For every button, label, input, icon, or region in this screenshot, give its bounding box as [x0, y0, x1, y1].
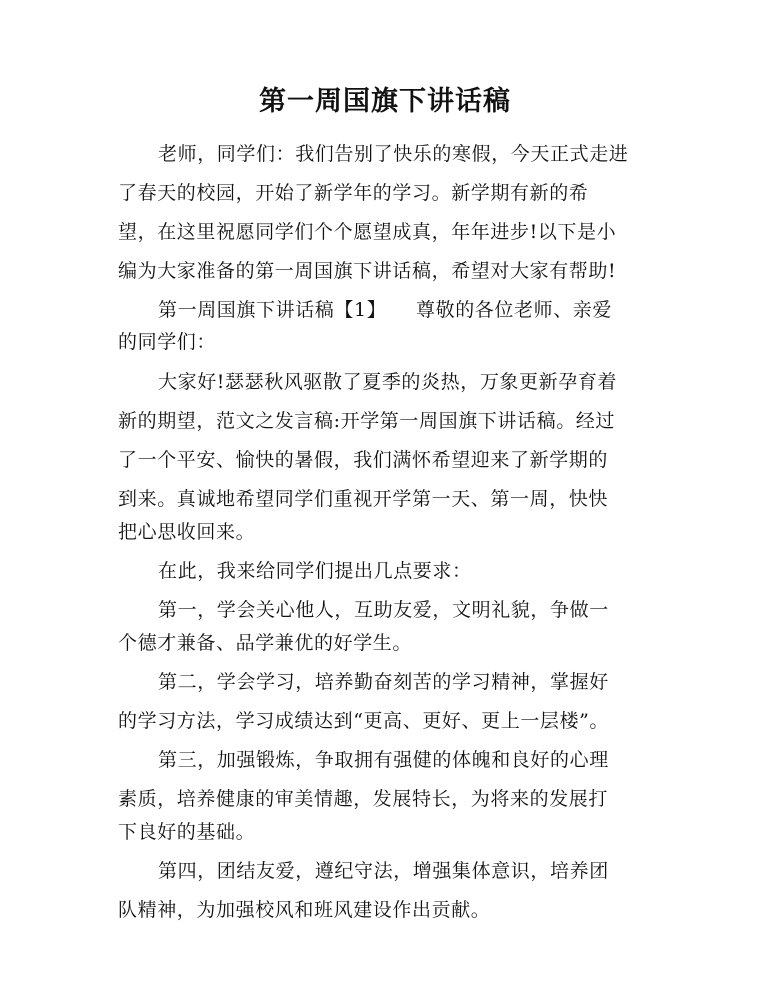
body-line: 了一个平安、愉快的暑假，我们满怀希望迎来了新学期的: [118, 449, 609, 471]
body-line: 把心思收回来。: [118, 521, 256, 543]
body-line: 老师，同学们：我们告别了快乐的寒假，今天正式走进: [158, 143, 629, 165]
body-line: 个德才兼备、品学兼优的好学生。: [118, 632, 413, 654]
body-line: 队精神，为加强校风和班风建设作出贡献。: [118, 899, 491, 921]
body-line: 第一周国旗下讲话稿【1】 尊敬的各位老师、亲爱: [158, 299, 612, 321]
body-line: 素质，培养健康的审美情趣，发展特长，为将来的发展打: [118, 788, 609, 810]
body-line: 编为大家准备的第一周国旗下讲话稿，希望对大家有帮助!: [118, 260, 617, 282]
body-line: 了春天的校园，开始了新学年的学习。新学期有新的希: [118, 182, 589, 204]
body-line: 的同学们：: [118, 331, 217, 353]
body-line: 望，在这里祝愿同学们个个愿望成真，年年进步!以下是小: [118, 221, 617, 243]
body-line: 第三，加强锻炼，争取拥有强健的体魄和良好的心理: [158, 749, 609, 771]
body-line: 第一，学会关心他人，互助友爱，文明礼貌，争做一: [158, 599, 609, 621]
body-line: 第四，团结友爱，遵纪守法，增强集体意识，培养团: [158, 860, 609, 882]
document-title: 第一周国旗下讲话稿: [259, 86, 511, 117]
body-line: 第二，学会学习，培养勤奋刻苦的学习精神，掌握好: [158, 671, 609, 693]
body-line: 的学习方法，学习成绩达到“更高、更好、更上一层楼”。: [118, 710, 610, 732]
body-line: 大家好!瑟瑟秋风驱散了夏季的炎热，万象更新孕育着: [158, 371, 618, 393]
body-line: 到来。真诚地希望同学们重视开学第一天、第一周，快快: [118, 488, 609, 510]
body-line: 新的期望，范文之发言稿:开学第一周国旗下讲话稿。经过: [118, 410, 616, 432]
body-line: 下良好的基础。: [118, 821, 256, 843]
body-line: 在此，我来给同学们提出几点要求：: [158, 560, 472, 582]
